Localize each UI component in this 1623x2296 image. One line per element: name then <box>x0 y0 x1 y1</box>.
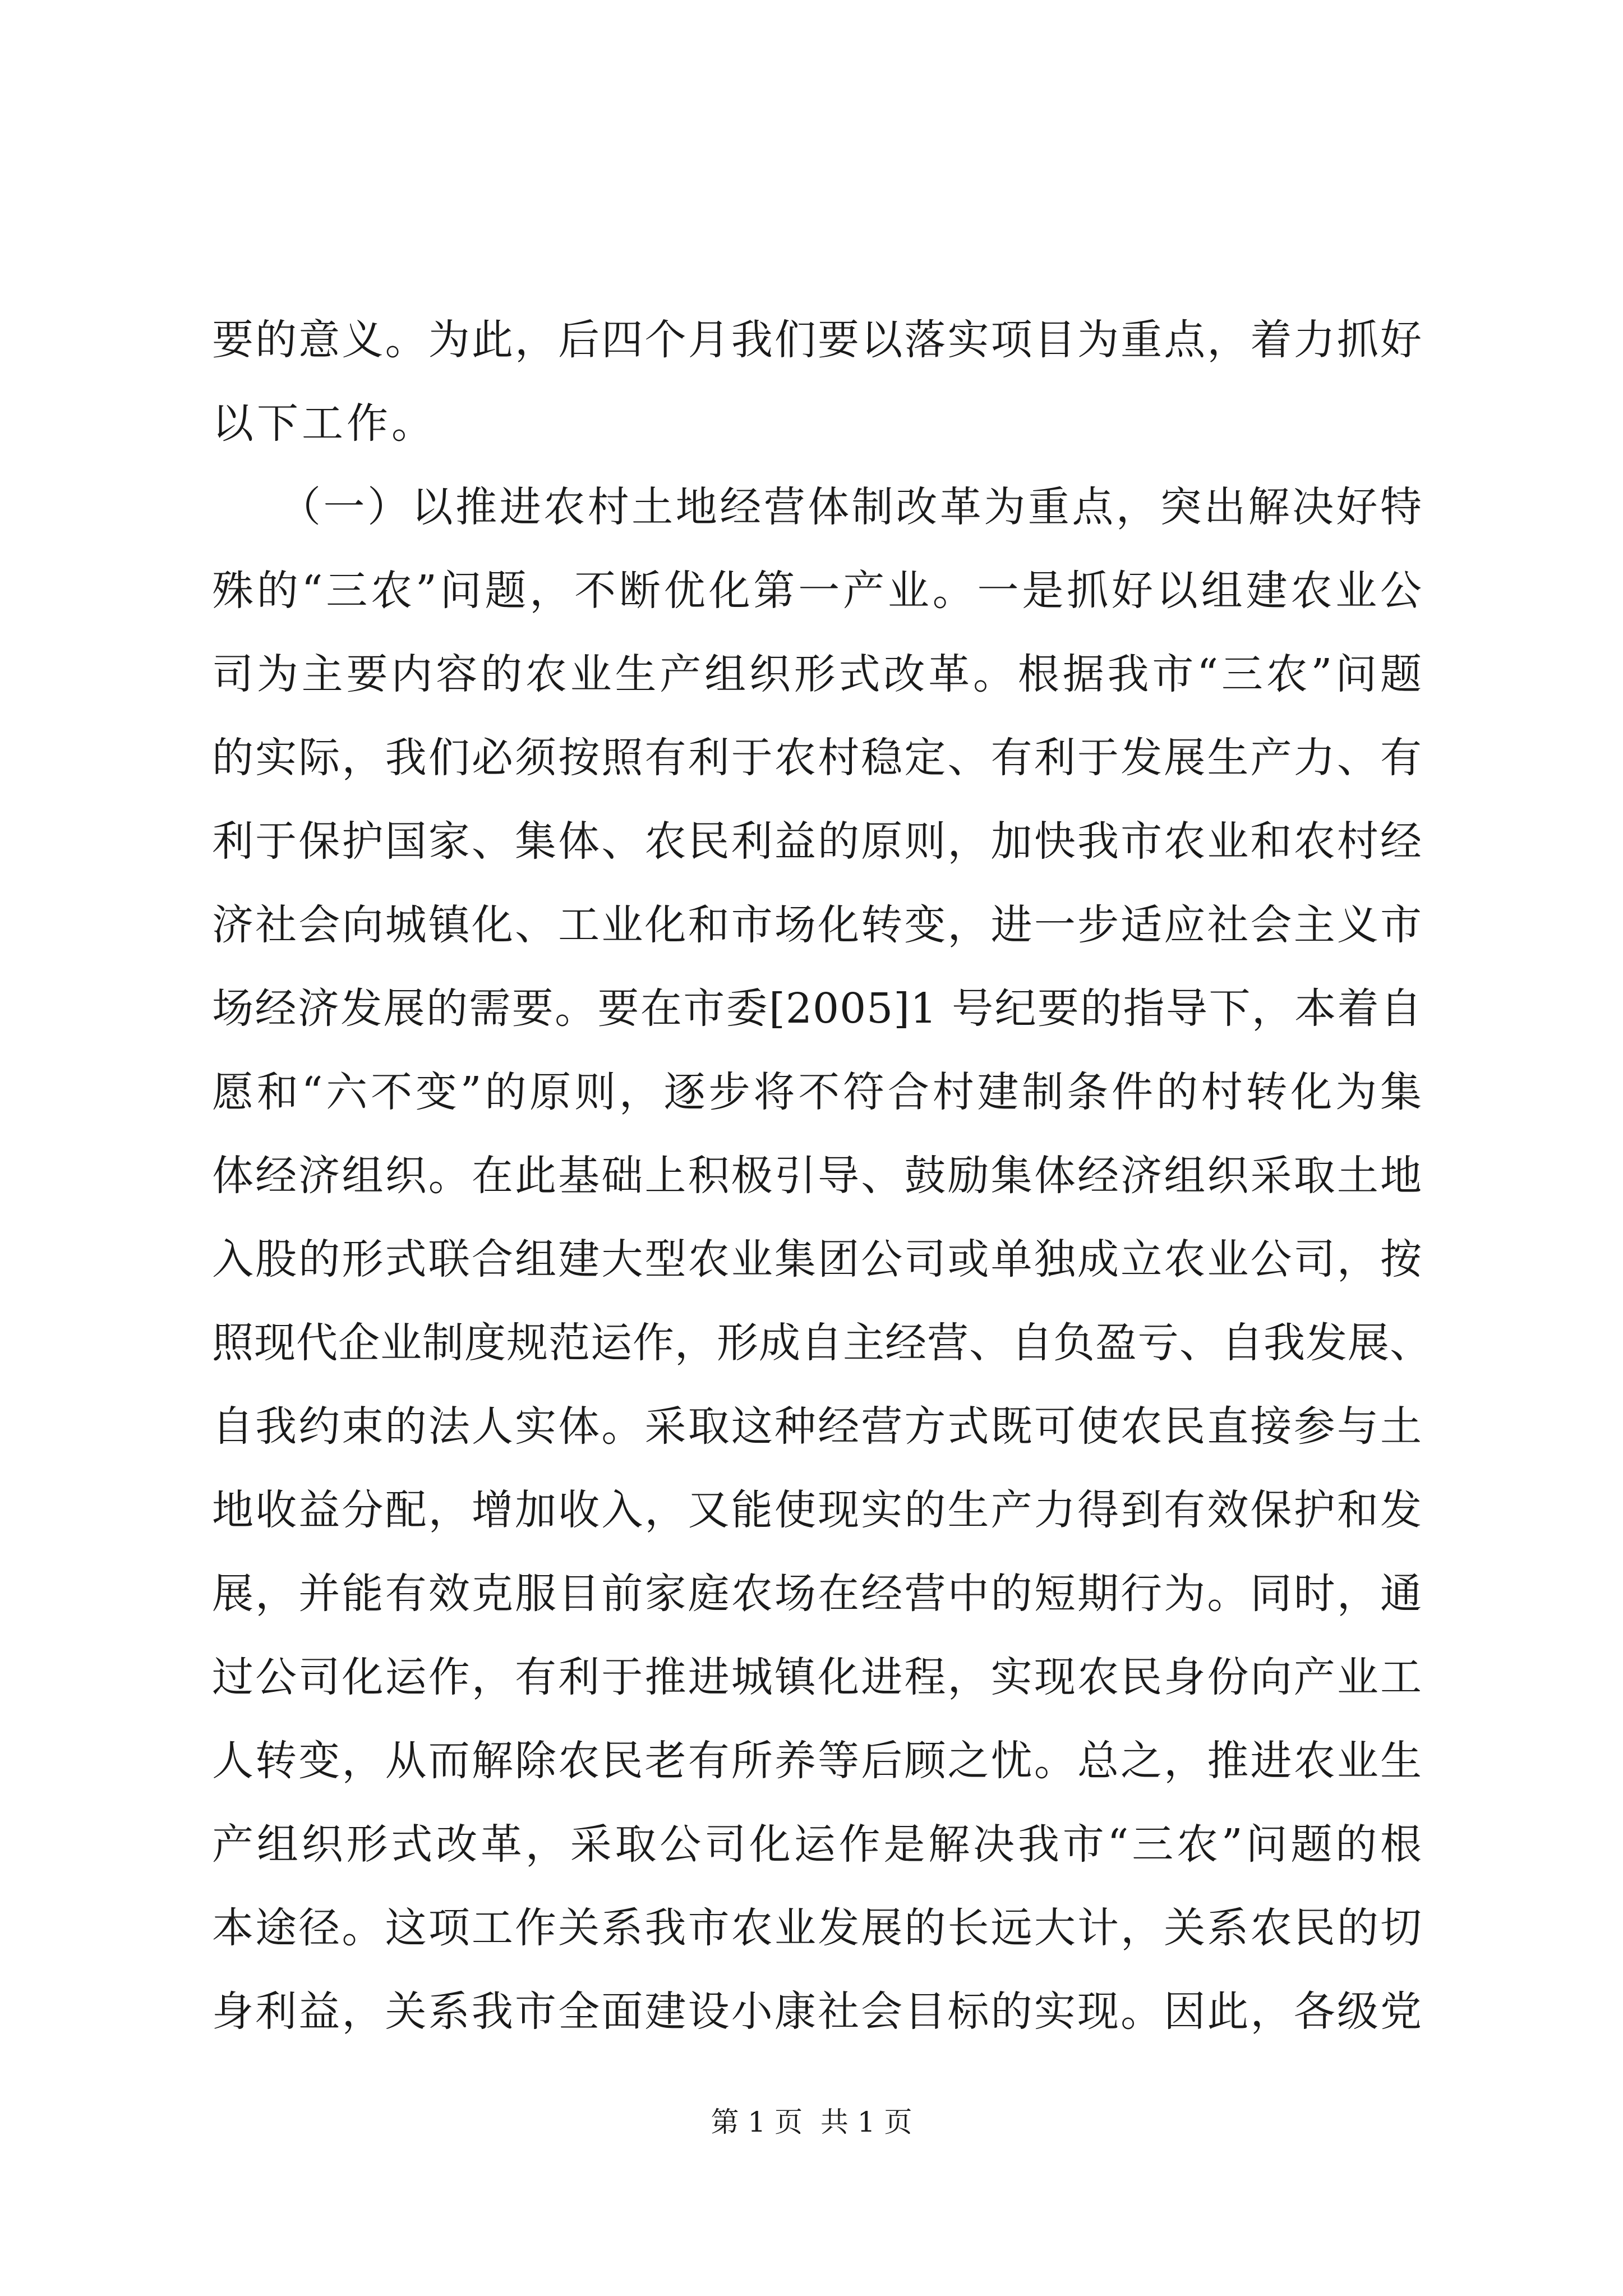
text-line: 以下工作。 <box>212 399 436 448</box>
text-line: 的实际，我们必须按照有利于农村稳定、有利于发展生产力、有 <box>212 734 1422 782</box>
text-line: 司为主要内容的农业生产组织形式改革。根据我市“三农”问题 <box>212 650 1422 698</box>
text-line: 入股的形式联合组建大型农业集团公司或单独成立农业公司，按 <box>212 1235 1422 1283</box>
text-line: 殊的“三农”问题，不断优化第一产业。一是抓好以组建农业公 <box>212 567 1422 615</box>
text-line: 要的意义。为此，后四个月我们要以落实项目为重点，着力抓好 <box>212 316 1422 364</box>
text-line: 场经济发展的需要。要在市委[2005]1 号纪要的指导下，本着自 <box>212 984 1422 1033</box>
text-line: 身利益，关系我市全面建设小康社会目标的实现。因此，各级党 <box>212 1987 1422 2036</box>
body-text <box>212 298 1432 2054</box>
text-line: （一）以推进农村土地经营体制改革为重点，突出解决好特 <box>212 483 1422 531</box>
text-line: 展，并能有效克服目前家庭农场在经营中的短期行为。同时，通 <box>212 1570 1422 1618</box>
text-line: 愿和“六不变”的原则，逐步将不符合村建制条件的村转化为集 <box>212 1068 1422 1116</box>
text-line: 照现代企业制度规范运作，形成自主经营、自负盈亏、自我发展、 <box>212 1319 1432 1367</box>
text-line: 过公司化运作，有利于推进城镇化进程，实现农民身份向产业工 <box>212 1653 1422 1701</box>
text-line: 自我约束的法人实体。采取这种经营方式既可使农民直接参与土 <box>212 1402 1422 1451</box>
text-line: 本途径。这项工作关系我市农业发展的长远大计，关系农民的切 <box>212 1904 1422 1952</box>
text-line: 人转变，从而解除农民老有所养等后顾之忧。总之，推进农业生 <box>212 1737 1422 1785</box>
text-line: 产组织形式改革，采取公司化运作是解决我市“三农”问题的根 <box>212 1820 1422 1869</box>
text-line: 利于保护国家、集体、农民利益的原则，加快我市农业和农村经 <box>212 817 1422 866</box>
text-line: 体经济组织。在此基础上积极引导、鼓励集体经济组织采取土地 <box>212 1152 1422 1200</box>
page-number-footer: 第 1 页 共 1 页 <box>711 2106 912 2138</box>
text-line: 地收益分配，增加收入，又能使现实的生产力得到有效保护和发 <box>212 1486 1422 1534</box>
text-line: 济社会向城镇化、工业化和市场化转变，进一步适应社会主义市 <box>212 901 1422 949</box>
